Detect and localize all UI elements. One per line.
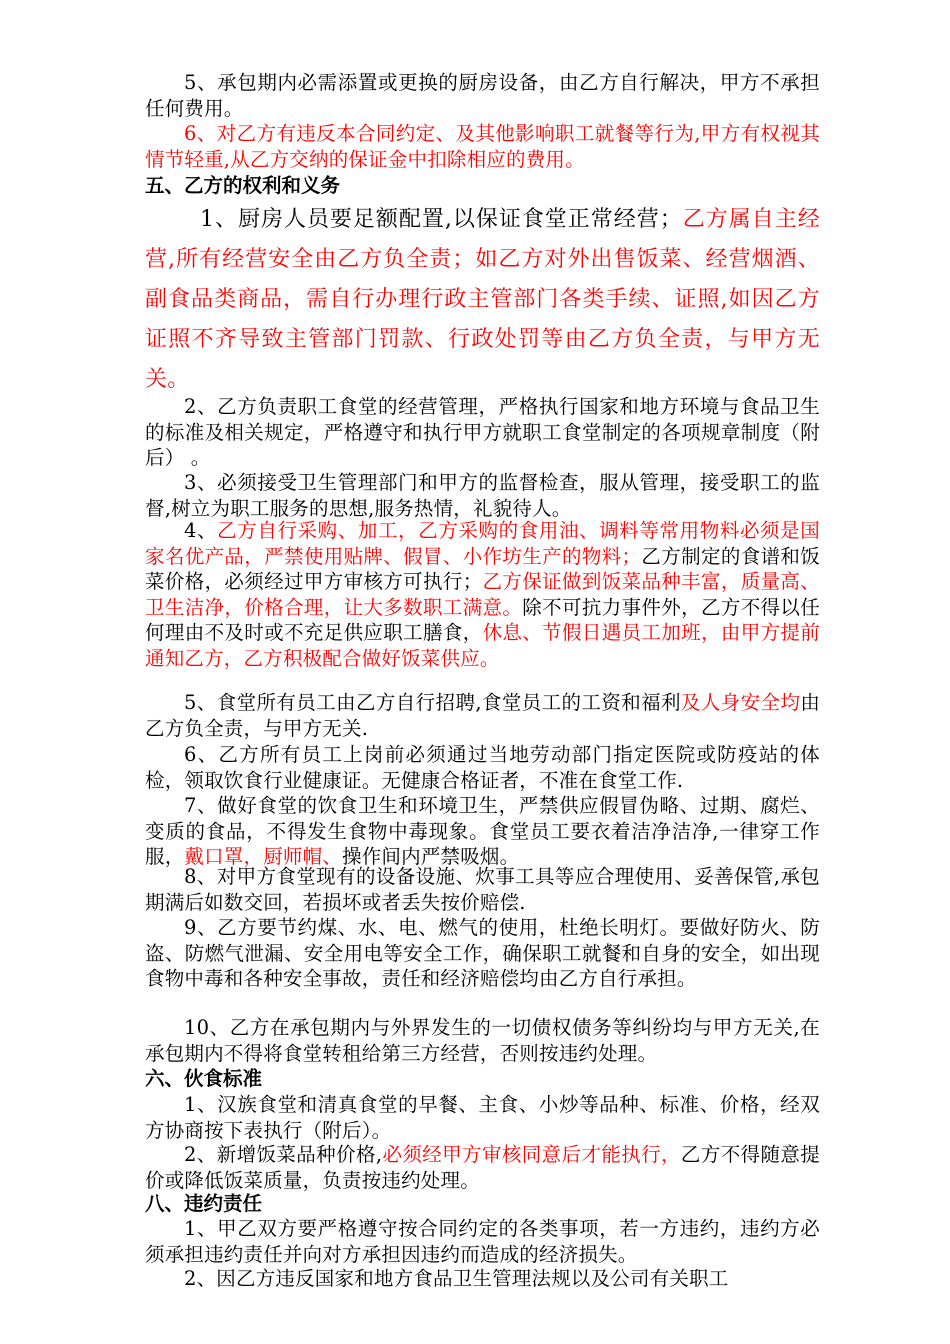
clause-5-3-text: 3、必须接受卫生管理部门和甲方的监督检查，服从管理，接受职工的监督,树立为职工服务的思想,服务热情，礼貌待人。 (145, 471, 820, 520)
clause-5-7-text-2: 操作间内严禁吸烟。 (342, 845, 520, 868)
clause-5-9 (145, 915, 820, 992)
clause-5-4 (145, 518, 820, 671)
clause-8-1 (145, 1216, 820, 1267)
clause-4-5 (145, 70, 820, 121)
clause-5-4-text-2: 除不可抗力事件外，乙方不得以任何理由不及时或不充足供应职工膳食， (145, 595, 820, 644)
section-5-heading: 五、乙方的权利和义务 (145, 174, 341, 197)
clause-5-9-text: 9、乙方要节约煤、水、电、燃气的使用，杜绝长明灯。要做好防火、防盗、防燃气泄漏、安全用电等安全工作，确保职工就餐和自身的安全，如出现食物中毒和各种安全事故，责任和经济赔偿均由乙方自行承担。 (145, 916, 820, 990)
clause-5-2-text: 2、乙方负责职工食堂的经营管理，严格执行国家和地方环境与食品卫生的标准及相关规定，严格遵守和执行甲方就职工食堂制定的各项规章制度（附后） 。 (145, 395, 820, 469)
clause-8-2 (145, 1266, 820, 1292)
clause-5-10-text: 10、乙方在承包期内与外界发生的一切债权债务等纠纷均与甲方无关,在承包期内不得将食堂转租给第三方经营，否则按违约处理。 (145, 1016, 820, 1065)
clause-5-4-text-1: 乙方制定的食谱和饭菜价格，必须经过甲方审核方可执行； (145, 544, 820, 593)
clause-5-4-highlight-2: 乙方保证做到饭菜品种丰富，质量高、卫生洁净，价格合理，让大多数职工满意。 (145, 570, 820, 619)
clause-5-4-highlight-3: 休息、节假日遇员工加班，由甲方提前通知乙方，乙方积极配合做好饭菜供应。 (145, 621, 820, 670)
clause-5-8-text: 8、对甲方食堂现有的设备设施、炊事工具等应合理使用、妥善保管,承包期满后如数交回，若损坏或者丢失按价赔偿. (145, 865, 820, 914)
clause-5-3 (145, 470, 820, 521)
section-6-heading: 六、伙食标准 (145, 1067, 263, 1090)
clause-8-1-text: 1、甲乙双方要严格遵守按合同约定的各类事项，若一方违约，违约方必须承担违约责任并向对方承担因违约而造成的经济损失。 (145, 1217, 820, 1266)
section-8-heading: 八、违约责任 (145, 1192, 263, 1215)
clause-5-1-highlight: 乙方属自主经营,所有经营安全由乙方负全责；如乙方对外出售饭菜、经营烟酒、副食品类商品，需自行办理行政主管部门各类手续、证照,如因乙方证照不齐导致主管部门罚款、行政处罚等由乙方负全责，与甲方无关。 (145, 207, 820, 392)
clause-5-7-text-1: 7、做好食堂的饮食卫生和环境卫生，严禁供应假冒伪略、过期、腐烂、变质的食品，不得发生食物中毒现象。食堂员工要衣着洁净洁净,一律穿工作服， (145, 794, 820, 868)
clause-5-5 (145, 690, 820, 741)
clause-6-1 (145, 1092, 820, 1143)
clause-5-8 (145, 864, 820, 915)
clause-6-2-text-1: 2、新增饭菜品种价格, (184, 1143, 383, 1166)
clause-5-1-text: 1、厨房人员要足额配置,以保证食堂正常经营； (200, 207, 683, 232)
clause-6-1-text: 1、汉族食堂和清真食堂的早餐、主食、小炒等品种、标准、价格，经双方协商按下表执行（附后）。 (145, 1093, 820, 1142)
clause-5-2 (145, 394, 820, 471)
clause-6-2 (145, 1142, 820, 1193)
clause-5-7-highlight: 戴口罩，厨师帽、 (184, 845, 343, 868)
clause-5-10 (145, 1015, 820, 1066)
clause-4-5-text: 5、承包期内必需添置或更换的厨房设备，由乙方自行解决，甲方不承担任何费用。 (145, 71, 820, 120)
clause-5-4-highlight-1: 乙方自行采购、加工，乙方采购的食用油、调料等常用物料必须是国家名优产品，严禁使用贴牌、假冒、小作坊生产的物料； (145, 519, 820, 568)
clause-5-6-text: 6、乙方所有员工上岗前必须通过当地劳动部门指定医院或防疫站的体检，领取饮食行业健康证。无健康合格证者，不准在食堂工作. (145, 743, 820, 792)
clause-5-6 (145, 742, 820, 793)
clause-5-7 (145, 793, 820, 870)
clause-6-2-text-2: 乙方不得随意提价或降低饭菜质量，负责按违约处理。 (145, 1143, 820, 1192)
clause-5-4-number: 4、 (184, 519, 218, 542)
clause-4-6 (145, 121, 820, 172)
clause-5-1 (145, 200, 820, 400)
clause-5-5-text-2: 由乙方负全责，与甲方无关. (145, 691, 821, 740)
clause-8-2-text: 2、因乙方违反国家和地方食品卫生管理法规以及公司有关职工 (184, 1267, 729, 1290)
clause-5-5-highlight: 及人身安全均 (680, 691, 801, 714)
clause-6-2-highlight: 必须经甲方审核同意后才能执行， (382, 1143, 681, 1166)
clause-5-5-text-1: 5、食堂所有员工由乙方自行招聘,食堂员工的工资和福利 (184, 691, 681, 714)
clause-4-6-text: 6、对乙方有违反本合同约定、及其他影响职工就餐等行为,甲方有权视其情节轻重,从乙方交纳的保证金中扣除相应的费用。 (145, 122, 820, 171)
